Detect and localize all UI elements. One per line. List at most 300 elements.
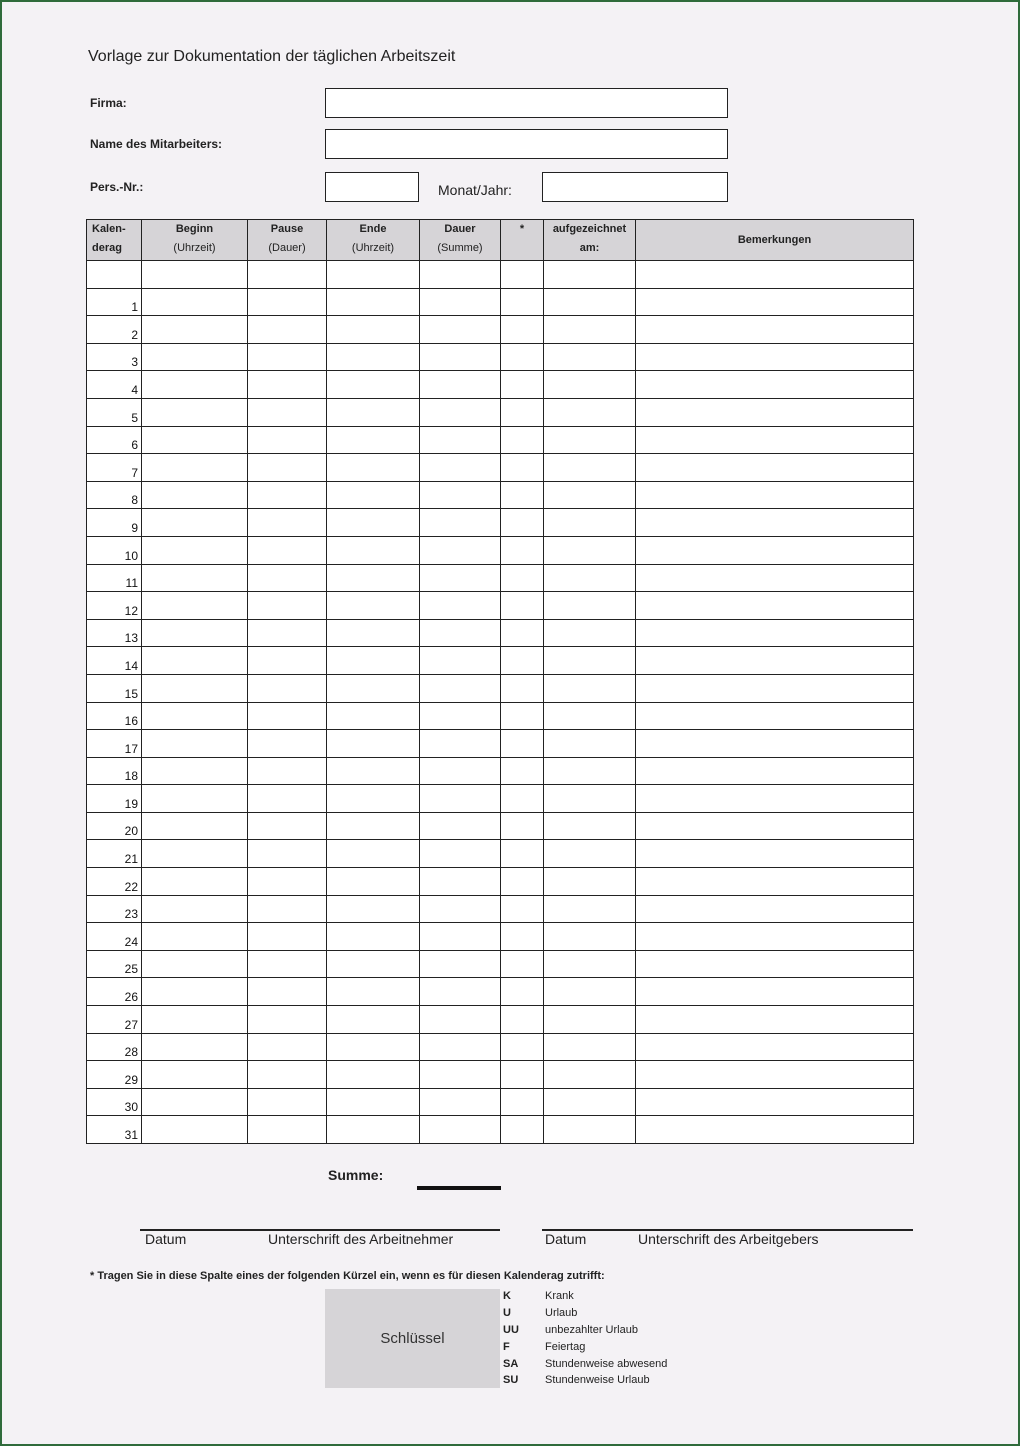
table-row xyxy=(87,950,914,978)
day-number-cell: 10 xyxy=(87,536,142,564)
day-number-cell: 6 xyxy=(87,426,142,454)
entry-cell[interactable] xyxy=(636,288,914,316)
entry-cell[interactable] xyxy=(327,1088,420,1116)
entry-cell[interactable] xyxy=(636,840,914,868)
col-header-aufgezeichnet: aufgezeichnet am: xyxy=(544,220,636,261)
entry-cell[interactable] xyxy=(142,1006,248,1034)
day-number-cell: 26 xyxy=(87,978,142,1006)
entry-cell[interactable] xyxy=(501,1033,544,1061)
entry-cell[interactable] xyxy=(142,564,248,592)
entry-cell[interactable] xyxy=(636,481,914,509)
entry-cell[interactable] xyxy=(636,785,914,813)
entry-cell[interactable] xyxy=(248,1033,327,1061)
day-number-cell: 15 xyxy=(87,674,142,702)
entry-cell[interactable] xyxy=(142,1116,248,1144)
entry-cell[interactable] xyxy=(327,288,420,316)
entry-cell[interactable] xyxy=(636,730,914,758)
entry-cell[interactable] xyxy=(248,454,327,482)
col-header-beginn: Beginn (Uhrzeit) xyxy=(142,220,248,261)
entry-cell[interactable] xyxy=(327,674,420,702)
col-header-dauer: Dauer (Summe) xyxy=(420,220,501,261)
day-number-cell: 4 xyxy=(87,371,142,399)
entry-cell[interactable] xyxy=(142,1061,248,1089)
entry-cell[interactable] xyxy=(501,592,544,620)
entry-cell[interactable] xyxy=(420,1033,501,1061)
entry-cell[interactable] xyxy=(420,398,501,426)
entry-cell[interactable] xyxy=(544,868,636,896)
entry-cell[interactable] xyxy=(636,619,914,647)
entry-cell[interactable] xyxy=(501,536,544,564)
entry-cell[interactable] xyxy=(544,426,636,454)
entry-cell[interactable] xyxy=(248,398,327,426)
table-row xyxy=(87,454,914,482)
entry-cell[interactable] xyxy=(501,950,544,978)
entry-cell[interactable] xyxy=(248,812,327,840)
entry-cell[interactable] xyxy=(142,840,248,868)
col-header-star: * xyxy=(501,220,544,261)
entry-cell[interactable] xyxy=(327,261,420,289)
entry-cell[interactable] xyxy=(544,592,636,620)
table-row xyxy=(87,785,914,813)
col-header-pause: Pause (Dauer) xyxy=(248,220,327,261)
entry-cell[interactable] xyxy=(327,1116,420,1144)
key-item: SA Stundenweise abwesend xyxy=(503,1357,668,1370)
day-number-cell: 3 xyxy=(87,343,142,371)
entry-cell[interactable] xyxy=(327,730,420,758)
entry-cell[interactable] xyxy=(142,536,248,564)
entry-cell[interactable] xyxy=(142,481,248,509)
entry-cell[interactable] xyxy=(248,592,327,620)
entry-cell[interactable] xyxy=(544,785,636,813)
entry-cell[interactable] xyxy=(544,261,636,289)
col-header-ende: Ende (Uhrzeit) xyxy=(327,220,420,261)
entry-cell[interactable] xyxy=(142,316,248,344)
entry-cell[interactable] xyxy=(248,371,327,399)
entry-cell[interactable] xyxy=(142,647,248,675)
col-header-bemerkungen: Bemerkungen xyxy=(636,220,914,261)
entry-cell[interactable] xyxy=(636,702,914,730)
entry-cell[interactable] xyxy=(142,426,248,454)
day-number-cell: 18 xyxy=(87,757,142,785)
schluessel-label: Schlüssel xyxy=(380,1330,445,1347)
day-number-cell: 21 xyxy=(87,840,142,868)
entry-cell[interactable] xyxy=(501,785,544,813)
entry-cell[interactable] xyxy=(327,481,420,509)
day-number-cell: 20 xyxy=(87,812,142,840)
entry-cell[interactable] xyxy=(420,536,501,564)
entry-cell[interactable] xyxy=(544,1116,636,1144)
monat-jahr-field[interactable] xyxy=(542,172,728,202)
entry-cell[interactable] xyxy=(327,812,420,840)
entry-cell[interactable] xyxy=(248,868,327,896)
entry-cell[interactable] xyxy=(636,1033,914,1061)
entry-cell[interactable] xyxy=(142,978,248,1006)
entry-cell[interactable] xyxy=(142,343,248,371)
entry-cell[interactable] xyxy=(501,564,544,592)
entry-cell[interactable] xyxy=(636,564,914,592)
entry-cell[interactable] xyxy=(636,592,914,620)
entry-cell[interactable] xyxy=(248,674,327,702)
entry-cell[interactable] xyxy=(544,647,636,675)
entry-cell[interactable] xyxy=(420,674,501,702)
entry-cell[interactable] xyxy=(420,261,501,289)
table-row xyxy=(87,647,914,675)
entry-cell[interactable] xyxy=(544,674,636,702)
entry-cell[interactable] xyxy=(248,1061,327,1089)
entry-cell[interactable] xyxy=(544,757,636,785)
entry-cell[interactable] xyxy=(420,619,501,647)
day-number-cell: 8 xyxy=(87,481,142,509)
entry-cell[interactable] xyxy=(248,426,327,454)
mitarbeiter-name-field[interactable] xyxy=(325,129,728,159)
entry-cell[interactable] xyxy=(420,343,501,371)
entry-cell[interactable] xyxy=(327,426,420,454)
unterschrift-arbeitgeber-label: Unterschrift des Arbeitgebers xyxy=(638,1231,819,1247)
table-row xyxy=(87,316,914,344)
entry-cell[interactable] xyxy=(142,261,248,289)
entry-cell[interactable] xyxy=(501,868,544,896)
entry-cell[interactable] xyxy=(142,785,248,813)
entry-cell[interactable] xyxy=(544,398,636,426)
entry-cell[interactable] xyxy=(636,1061,914,1089)
table-row xyxy=(87,1006,914,1034)
entry-cell[interactable] xyxy=(327,619,420,647)
entry-cell[interactable] xyxy=(327,536,420,564)
entry-cell[interactable] xyxy=(420,1006,501,1034)
entry-cell[interactable] xyxy=(248,536,327,564)
entry-cell[interactable] xyxy=(248,757,327,785)
entry-cell[interactable] xyxy=(544,730,636,758)
entry-cell[interactable] xyxy=(142,730,248,758)
entry-cell[interactable] xyxy=(142,454,248,482)
key-item: SU Stundenweise Urlaub xyxy=(503,1374,650,1387)
entry-cell[interactable] xyxy=(248,288,327,316)
table-row xyxy=(87,288,914,316)
entry-cell[interactable] xyxy=(636,1116,914,1144)
entry-cell[interactable] xyxy=(327,564,420,592)
entry-cell[interactable] xyxy=(636,868,914,896)
entry-cell[interactable] xyxy=(327,895,420,923)
entry-cell[interactable] xyxy=(327,978,420,1006)
entry-cell[interactable] xyxy=(142,288,248,316)
entry-cell[interactable] xyxy=(248,316,327,344)
day-number-cell: 31 xyxy=(87,1116,142,1144)
entry-cell[interactable] xyxy=(248,730,327,758)
entry-cell[interactable] xyxy=(501,371,544,399)
entry-cell[interactable] xyxy=(501,1116,544,1144)
entry-cell[interactable] xyxy=(420,371,501,399)
table-row xyxy=(87,619,914,647)
entry-cell[interactable] xyxy=(327,398,420,426)
entry-cell[interactable] xyxy=(248,923,327,951)
entry-cell[interactable] xyxy=(327,316,420,344)
entry-cell[interactable] xyxy=(501,509,544,537)
entry-cell[interactable] xyxy=(501,895,544,923)
table-row xyxy=(87,730,914,758)
entry-cell[interactable] xyxy=(501,454,544,482)
day-number-cell xyxy=(87,261,142,289)
entry-cell[interactable] xyxy=(544,1088,636,1116)
entry-cell[interactable] xyxy=(327,371,420,399)
entry-cell[interactable] xyxy=(248,343,327,371)
entry-cell[interactable] xyxy=(420,702,501,730)
entry-cell[interactable] xyxy=(544,288,636,316)
day-number-cell: 25 xyxy=(87,950,142,978)
entry-cell[interactable] xyxy=(142,371,248,399)
entry-cell[interactable] xyxy=(420,895,501,923)
entry-cell[interactable] xyxy=(142,674,248,702)
key-item: F Feiertag xyxy=(503,1340,586,1353)
entry-cell[interactable] xyxy=(248,1088,327,1116)
entry-cell[interactable] xyxy=(544,564,636,592)
entry-cell[interactable] xyxy=(248,1006,327,1034)
entry-cell[interactable] xyxy=(501,619,544,647)
table-row xyxy=(87,261,914,289)
entry-cell[interactable] xyxy=(544,481,636,509)
entry-cell[interactable] xyxy=(327,1006,420,1034)
entry-cell[interactable] xyxy=(636,757,914,785)
entry-cell[interactable] xyxy=(327,454,420,482)
entry-cell[interactable] xyxy=(544,536,636,564)
table-row xyxy=(87,812,914,840)
entry-cell[interactable] xyxy=(142,1088,248,1116)
table-header-row xyxy=(87,220,914,261)
entry-cell[interactable] xyxy=(501,730,544,758)
time-table xyxy=(86,219,914,1144)
entry-cell[interactable] xyxy=(248,895,327,923)
entry-cell[interactable] xyxy=(248,702,327,730)
entry-cell[interactable] xyxy=(142,812,248,840)
entry-cell[interactable] xyxy=(420,812,501,840)
entry-cell[interactable] xyxy=(420,978,501,1006)
entry-cell[interactable] xyxy=(248,840,327,868)
entry-cell[interactable] xyxy=(636,371,914,399)
entry-cell[interactable] xyxy=(420,426,501,454)
entry-cell[interactable] xyxy=(142,509,248,537)
day-number-cell: 9 xyxy=(87,509,142,537)
entry-cell[interactable] xyxy=(248,785,327,813)
entry-cell[interactable] xyxy=(636,950,914,978)
entry-cell[interactable] xyxy=(420,564,501,592)
entry-cell[interactable] xyxy=(420,868,501,896)
entry-cell[interactable] xyxy=(248,1116,327,1144)
entry-cell[interactable] xyxy=(636,1088,914,1116)
table-row xyxy=(87,398,914,426)
day-number-cell: 5 xyxy=(87,398,142,426)
entry-cell[interactable] xyxy=(544,812,636,840)
table-row xyxy=(87,757,914,785)
entry-cell[interactable] xyxy=(544,840,636,868)
datum-label-right: Datum xyxy=(545,1231,587,1247)
entry-cell[interactable] xyxy=(636,647,914,675)
table-row xyxy=(87,426,914,454)
entry-cell[interactable] xyxy=(327,343,420,371)
entry-cell[interactable] xyxy=(636,343,914,371)
entry-cell[interactable] xyxy=(636,923,914,951)
entry-cell[interactable] xyxy=(327,757,420,785)
entry-cell[interactable] xyxy=(248,619,327,647)
day-number-cell: 28 xyxy=(87,1033,142,1061)
entry-cell[interactable] xyxy=(544,702,636,730)
entry-cell[interactable] xyxy=(142,757,248,785)
entry-cell[interactable] xyxy=(501,840,544,868)
entry-cell[interactable] xyxy=(327,785,420,813)
entry-cell[interactable] xyxy=(248,509,327,537)
key-item: K Krank xyxy=(503,1290,574,1303)
entry-cell[interactable] xyxy=(544,619,636,647)
day-number-cell: 1 xyxy=(87,288,142,316)
entry-cell[interactable] xyxy=(636,426,914,454)
day-number-cell: 29 xyxy=(87,1061,142,1089)
page-title: Vorlage zur Dokumentation der täglichen Arbeitszeit xyxy=(88,48,456,65)
firma-label: Firma: xyxy=(90,96,127,110)
entry-cell[interactable] xyxy=(420,840,501,868)
table-row xyxy=(87,1116,914,1144)
entry-cell[interactable] xyxy=(420,1061,501,1089)
day-number-cell: 23 xyxy=(87,895,142,923)
monat-jahr-label: Monat/Jahr: xyxy=(438,182,512,198)
day-number-cell: 17 xyxy=(87,730,142,758)
datum-label-left: Datum xyxy=(145,1231,187,1247)
entry-cell[interactable] xyxy=(544,1033,636,1061)
entry-cell[interactable] xyxy=(248,647,327,675)
entry-cell[interactable] xyxy=(544,978,636,1006)
entry-cell[interactable] xyxy=(501,812,544,840)
entry-cell[interactable] xyxy=(544,454,636,482)
firma-field[interactable] xyxy=(325,88,728,118)
entry-cell[interactable] xyxy=(420,950,501,978)
table-row xyxy=(87,978,914,1006)
entry-cell[interactable] xyxy=(142,592,248,620)
entry-cell[interactable] xyxy=(501,757,544,785)
entry-cell[interactable] xyxy=(142,868,248,896)
entry-cell[interactable] xyxy=(544,923,636,951)
day-number-cell: 13 xyxy=(87,619,142,647)
entry-cell[interactable] xyxy=(501,398,544,426)
entry-cell[interactable] xyxy=(544,371,636,399)
entry-cell[interactable] xyxy=(327,840,420,868)
entry-cell[interactable] xyxy=(420,1088,501,1116)
entry-cell[interactable] xyxy=(142,702,248,730)
entry-cell[interactable] xyxy=(420,509,501,537)
entry-cell[interactable] xyxy=(544,509,636,537)
entry-cell[interactable] xyxy=(501,923,544,951)
entry-cell[interactable] xyxy=(544,316,636,344)
entry-cell[interactable] xyxy=(420,757,501,785)
day-number-cell: 22 xyxy=(87,868,142,896)
entry-cell[interactable] xyxy=(636,1006,914,1034)
entry-cell[interactable] xyxy=(501,343,544,371)
entry-cell[interactable] xyxy=(501,702,544,730)
entry-cell[interactable] xyxy=(636,895,914,923)
entry-cell[interactable] xyxy=(636,454,914,482)
table-row xyxy=(87,509,914,537)
entry-cell[interactable] xyxy=(544,950,636,978)
col-header-kalendertag: Kalen- derag xyxy=(87,220,142,261)
entry-cell[interactable] xyxy=(544,895,636,923)
entry-cell[interactable] xyxy=(327,1033,420,1061)
entry-cell[interactable] xyxy=(142,1033,248,1061)
entry-cell[interactable] xyxy=(420,730,501,758)
entry-cell[interactable] xyxy=(544,1006,636,1034)
entry-cell[interactable] xyxy=(420,288,501,316)
entry-cell[interactable] xyxy=(248,481,327,509)
day-number-cell: 16 xyxy=(87,702,142,730)
day-number-cell: 24 xyxy=(87,923,142,951)
entry-cell[interactable] xyxy=(636,398,914,426)
pers-nr-field[interactable] xyxy=(325,172,419,202)
entry-cell[interactable] xyxy=(501,481,544,509)
table-row xyxy=(87,674,914,702)
entry-cell[interactable] xyxy=(501,1061,544,1089)
table-row xyxy=(87,343,914,371)
entry-cell[interactable] xyxy=(327,647,420,675)
entry-cell[interactable] xyxy=(501,316,544,344)
table-row xyxy=(87,481,914,509)
entry-cell[interactable] xyxy=(420,592,501,620)
schluessel-box xyxy=(325,1289,500,1388)
entry-cell[interactable] xyxy=(501,288,544,316)
entry-cell[interactable] xyxy=(248,564,327,592)
entry-cell[interactable] xyxy=(501,978,544,1006)
entry-cell[interactable] xyxy=(420,647,501,675)
entry-cell[interactable] xyxy=(142,950,248,978)
entry-cell[interactable] xyxy=(636,812,914,840)
table-row xyxy=(87,868,914,896)
entry-cell[interactable] xyxy=(544,343,636,371)
entry-cell[interactable] xyxy=(248,950,327,978)
entry-cell[interactable] xyxy=(501,261,544,289)
table-row xyxy=(87,592,914,620)
entry-cell[interactable] xyxy=(501,426,544,454)
entry-cell[interactable] xyxy=(248,978,327,1006)
entry-cell[interactable] xyxy=(327,509,420,537)
table-row xyxy=(87,840,914,868)
entry-cell[interactable] xyxy=(636,978,914,1006)
entry-cell[interactable] xyxy=(636,316,914,344)
entry-cell[interactable] xyxy=(636,509,914,537)
entry-cell[interactable] xyxy=(142,923,248,951)
entry-cell[interactable] xyxy=(420,316,501,344)
entry-cell[interactable] xyxy=(501,1006,544,1034)
entry-cell[interactable] xyxy=(420,454,501,482)
entry-cell[interactable] xyxy=(327,950,420,978)
entry-cell[interactable] xyxy=(420,923,501,951)
entry-cell[interactable] xyxy=(248,261,327,289)
entry-cell[interactable] xyxy=(327,1061,420,1089)
entry-cell[interactable] xyxy=(327,702,420,730)
entry-cell[interactable] xyxy=(420,481,501,509)
entry-cell[interactable] xyxy=(142,895,248,923)
entry-cell[interactable] xyxy=(501,1088,544,1116)
entry-cell[interactable] xyxy=(636,261,914,289)
entry-cell[interactable] xyxy=(327,592,420,620)
day-number-cell: 2 xyxy=(87,316,142,344)
entry-cell[interactable] xyxy=(544,1061,636,1089)
entry-cell[interactable] xyxy=(142,398,248,426)
entry-cell[interactable] xyxy=(636,674,914,702)
entry-cell[interactable] xyxy=(636,536,914,564)
entry-cell[interactable] xyxy=(142,619,248,647)
entry-cell[interactable] xyxy=(501,647,544,675)
entry-cell[interactable] xyxy=(327,868,420,896)
table-row xyxy=(87,564,914,592)
table-row xyxy=(87,923,914,951)
entry-cell[interactable] xyxy=(501,674,544,702)
entry-cell[interactable] xyxy=(420,1116,501,1144)
entry-cell[interactable] xyxy=(420,785,501,813)
entry-cell[interactable] xyxy=(327,923,420,951)
